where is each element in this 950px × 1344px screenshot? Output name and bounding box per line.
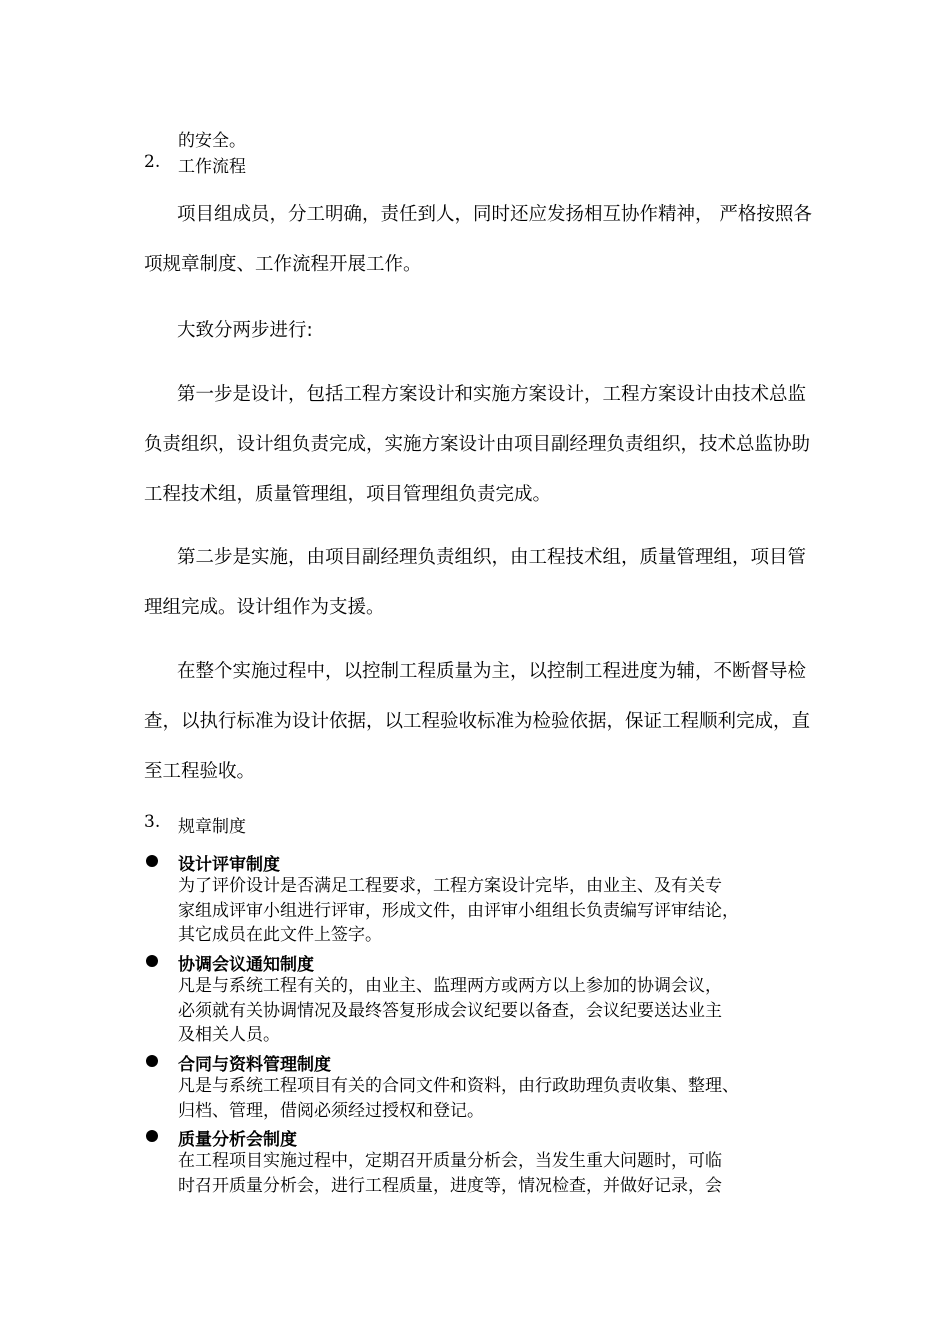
rule-title-meeting-notice: 协调会议通知制度 [178, 955, 314, 975]
section-2-number: 2. [144, 152, 161, 172]
rule-body-line: 及相关人员。 [178, 1025, 280, 1045]
rule-body-line: 必须就有关协调情况及最终答复形成会议纪要以备查，会议纪要送达业主 [178, 1000, 722, 1021]
bullet-dot [146, 1055, 158, 1067]
paragraph-process-control: 在整个实施过程中，以控制工程质量为主，以控制工程进度为辅，不断督导检查，以执行标准为设计依据，以工程验收标准为检验依据，保证工程顺利完成，直至工程验收。 [144, 661, 811, 782]
rule-title-design-review: 设计评审制度 [178, 855, 280, 875]
bullet-dot [146, 855, 158, 867]
rule-body-contract-docs [178, 1074, 818, 1123]
rule-title-contract-docs: 合同与资料管理制度 [178, 1055, 331, 1075]
rule-body-line: 时召开质量分析会，进行工程质量，进度等，情况检查，并做好记录，会 [178, 1175, 722, 1196]
rule-title-quality-analysis: 质量分析会制度 [178, 1130, 297, 1150]
rule-body-line: 其它成员在此文件上签字。 [178, 925, 382, 945]
bullet-dot [146, 1130, 158, 1142]
rule-body-line: 在工程项目实施过程中，定期召开质量分析会，当发生重大问题时，可临 [178, 1151, 722, 1171]
rule-body-line: 凡是与系统工程项目有关的合同文件和资料，由行政助理负责收集、整理、 [178, 1076, 739, 1096]
bullet-dot [146, 955, 158, 967]
rule-body-line: 家组成评审小组进行评审，形成文件，由评审小组组长负责编写评审结论， [178, 900, 739, 921]
paragraph-team: 项目组成员，分工明确，责任到人，同时还应发扬相互协作精神， 严格按照各项规章制度、工作流程开展工作。 [144, 204, 812, 275]
paragraph-two-steps: 大致分两步进行: [177, 320, 313, 341]
rule-body-design-review [178, 874, 818, 948]
section-3-title: 规章制度 [178, 817, 246, 837]
section-3-number: 3. [144, 812, 161, 832]
paragraph-step-two: 第二步是实施，由项目副经理负责组织，由工程技术组，质量管理组，项目管理组完成。设计组作为支援。 [144, 547, 807, 618]
rule-body-line: 为了评价设计是否满足工程要求，工程方案设计完毕，由业主、及有关专 [178, 876, 722, 896]
rule-body-line: 归档、管理，借阅必须经过授权和登记。 [178, 1100, 484, 1121]
rule-body-line: 凡是与系统工程有关的，由业主、监理两方或两方以上参加的协调会议， [178, 976, 722, 996]
section-2-title: 工作流程 [178, 157, 246, 177]
rule-body-meeting-notice [178, 974, 818, 1048]
paragraph-step-one: 第一步是设计，包括工程方案设计和实施方案设计，工程方案设计由技术总监负责组织，设计组负责完成，实施方案设计由项目副经理负责组织，技术总监协助工程技术组，质量管理组，项目管理组负责完成。 [144, 384, 811, 505]
rule-body-quality-analysis [178, 1149, 818, 1198]
continuation-text: 的安全。 [178, 131, 246, 151]
